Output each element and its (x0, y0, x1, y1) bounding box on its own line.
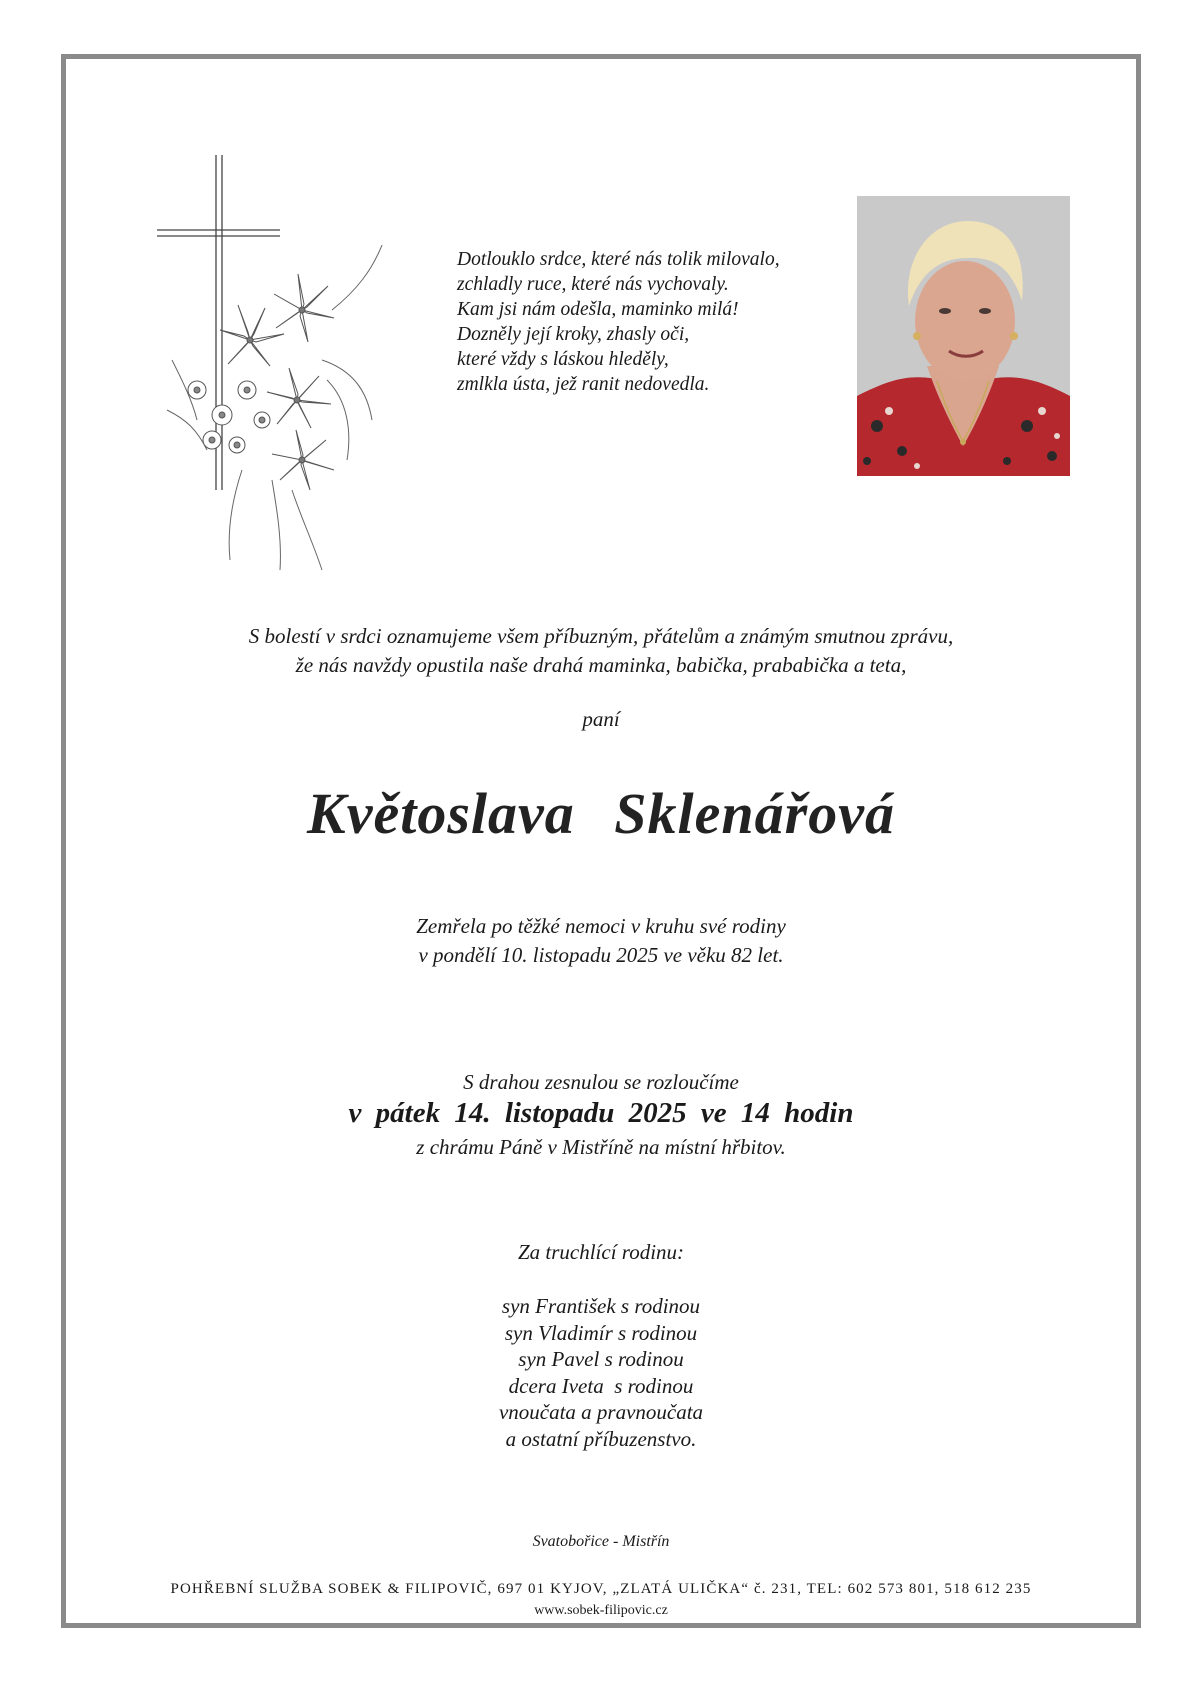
death-info-line: v pondělí 10. listopadu 2025 ve věku 82 let. (418, 943, 784, 967)
farewell-intro: S drahou zesnulou se rozloučíme (463, 1070, 739, 1094)
portrait-photo (857, 196, 1070, 476)
family-title: Za truchlící rodinu: (517, 1240, 685, 1264)
farewell-date: v pátek 14. listopadu 2025 ve 14 hodin (348, 1097, 854, 1129)
memorial-poem (457, 247, 837, 397)
family-member: syn Pavel s rodinou (518, 1347, 684, 1371)
deceased-name: Květoslava Sklenářová (307, 781, 895, 846)
announcement-line: že nás navždy opustila naše drahá maminka, babička, prababička a teta, (295, 653, 907, 677)
cross-with-lilies-icon (152, 150, 402, 600)
poem-line: Dotlouklo srdce, které nás tolik milovalo, (457, 249, 780, 270)
family-member: syn František s rodinou (501, 1294, 701, 1318)
website-link[interactable]: www.sobek-filipovic.cz (534, 1603, 668, 1618)
death-info-line: Zemřela po těžké nemoci v kruhu své rodiny (416, 914, 786, 938)
poem-line: Kam jsi nám odešla, maminko milá! (457, 299, 739, 320)
family-member: a ostatní příbuzenstvo. (505, 1426, 697, 1451)
family-member: syn Vladimír s rodinou (504, 1320, 698, 1345)
funeral-service-info: POHŘEBNÍ SLUŽBA SOBEK & FILIPOVIČ, 697 01 KYJOV, „ZLATÁ ULIČKA“ č. 231, TEL: 602 573 801, 518 612 235 (170, 1581, 1032, 1597)
location: Svatobořice - Mistřín (532, 1533, 670, 1550)
poem-line: které vždy s láskou hleděly, (457, 349, 669, 370)
family-member: dcera Iveta s rodinou (508, 1373, 694, 1398)
poem-line: zchladly ruce, které nás vychovaly. (457, 274, 729, 295)
family-members (61, 1293, 1141, 1452)
poem-line: Dozněly její kroky, zhasly oči, (457, 324, 690, 345)
poem-line: zmlkla ústa, jež ranit nedovedla. (457, 374, 710, 395)
family-member: vnoučata a pravnoučata (498, 1400, 704, 1424)
death-info (61, 912, 1141, 970)
announcement (61, 622, 1141, 680)
farewell-place: z chrámu Páně v Mistříně na místní hřbitov. (416, 1135, 786, 1159)
announcement-line: S bolestí v srdci oznamujeme všem příbuzným, přátelům a známým smutnou zprávu, (248, 624, 954, 648)
title-word: paní (582, 707, 620, 731)
